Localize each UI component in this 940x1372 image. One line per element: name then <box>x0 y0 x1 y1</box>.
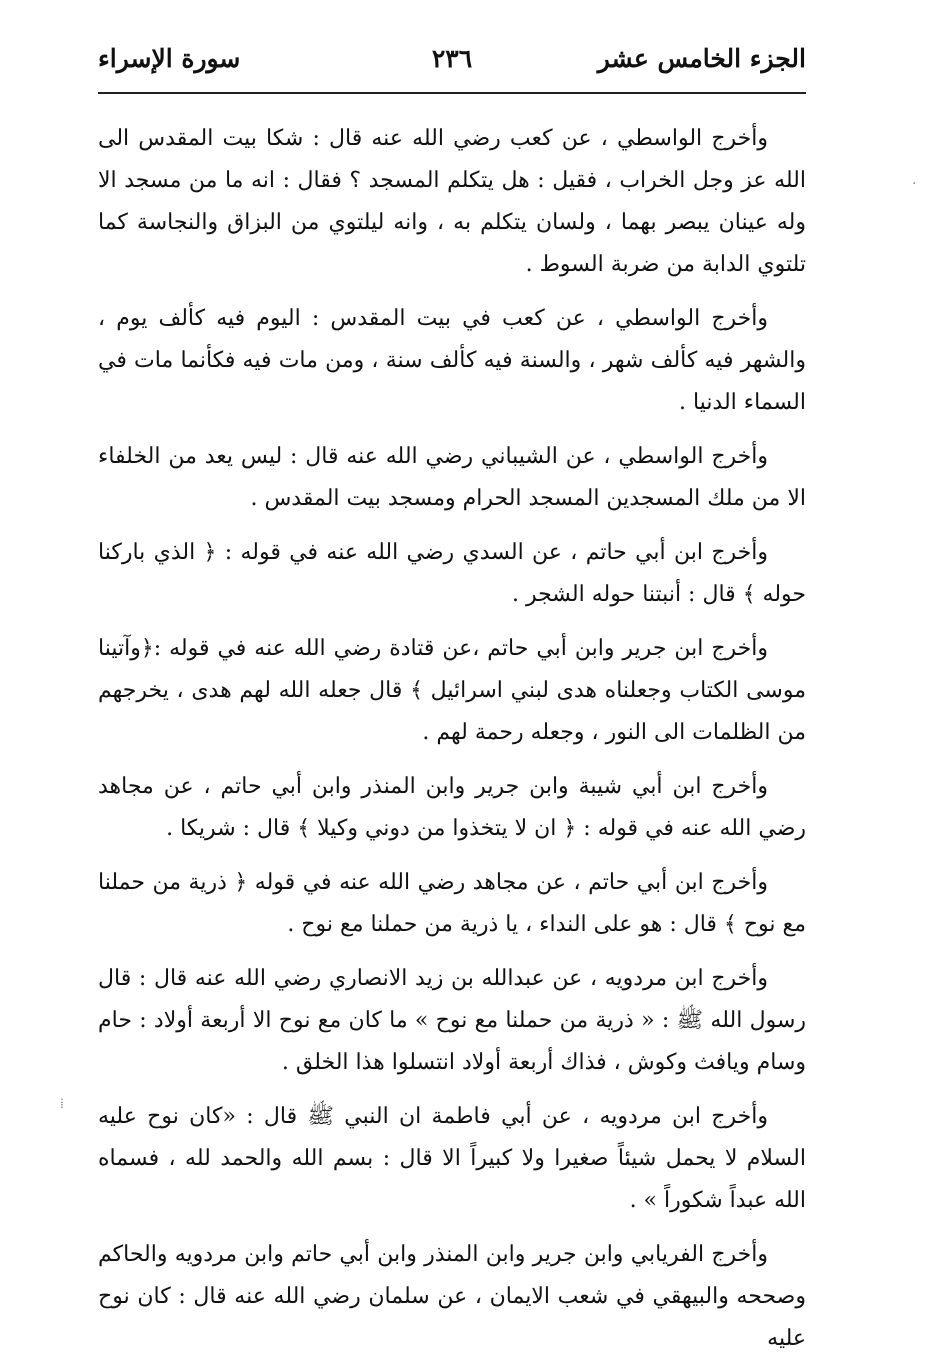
text-body <box>98 118 806 1372</box>
paragraph: وأخرج ابن أبي حاتم ، عن مجاهد رضي الله عنه في قوله ﴿ ذرية من حملنا مع نوح ﴾ قال : هو على النداء ، يا ذرية من حملنا مع نوح . <box>98 870 806 937</box>
paragraph: وأخرج ابن أبي حاتم ، عن السدي رضي الله عنه في قوله : ﴿ الذي باركنا حوله ﴾ قال : أنبتنا حوله الشجر . <box>98 540 806 607</box>
page-number: ٢٣٦ <box>431 44 473 73</box>
paragraph: وأخرج ابن جرير وابن أبي حاتم ،عن قتادة رضي الله عنه في قوله :﴿وآتينا موسى الكتاب وجعلناه هدى لبني اسرائيل ﴾ قال جعله الله لهم هدى ، يخرجهم من الظلمات الى النور ، وجعله رحمة لهم . <box>98 636 806 745</box>
scan-speck: ⁞ <box>60 1096 64 1112</box>
paragraph: وأخرج الفريابي وابن جرير وابن المنذر وابن أبي حاتم وابن مردويه والحاكم وصححه والبيهقي في شعب الايمان ، عن سلمان رضي الله عنه قال : كان نوح عليه <box>98 1242 806 1351</box>
scan-speck: · <box>912 176 917 192</box>
running-header <box>98 38 806 88</box>
paragraph: وأخرج ابن مردويه ، عن أبي فاطمة ان النبي ﷺ قال : «كان نوح عليه السلام لا يحمل شيئاً صغيرا ولا كبيراً الا قال : بسم الله والحمد لله ، فسماه الله عبداً شكوراً » . <box>98 1104 806 1213</box>
header-rule <box>98 92 806 94</box>
paragraph: وأخرج ابن مردويه ، عن عبدالله بن زيد الانصاري رضي الله عنه قال : قال رسول الله ﷺ : « ذرية من حملنا مع نوح » ما كان مع نوح الا أربعة أولاد : حام وسام ويافث وكوش ، فذاك أربعة أولاد انتسلوا هذا الخلق . <box>98 966 806 1075</box>
surah-title: سورة الإسراء <box>98 44 241 73</box>
paragraph: وأخرج ابن أبي شيبة وابن جرير وابن المنذر وابن أبي حاتم ، عن مجاهد رضي الله عنه في قوله : ﴿ ان لا يتخذوا من دوني وكيلا ﴾ قال : شريكا . <box>98 774 806 841</box>
paragraph: وأخرج الواسطي ، عن كعب في بيت المقدس : اليوم فيه كألف يوم ، والشهر فيه كألف شهر ، والسنة فيه كألف سنة ، ومن مات فيه فكأنما مات في السماء الدنيا . <box>98 306 806 415</box>
paragraph: وأخرج الواسطي ، عن الشيباني رضي الله عنه قال : ليس يعد من الخلفاء الا من ملك المسجدين المسجد الحرام ومسجد بيت المقدس . <box>98 444 806 511</box>
part-title: الجزء الخامس عشر <box>597 44 806 73</box>
paragraph: وأخرج الواسطي ، عن كعب رضي الله عنه قال : شكا بيت المقدس الى الله عز وجل الخراب ، فقيل : هل يتكلم المسجد ؟ فقال : انه ما من مسجد الا وله عينان يبصر بهما ، ولسان يتكلم به ، وانه ليلتوي من البزاق والنجاسة كما تلتوي الدابة من ضربة السوط . <box>98 126 806 277</box>
